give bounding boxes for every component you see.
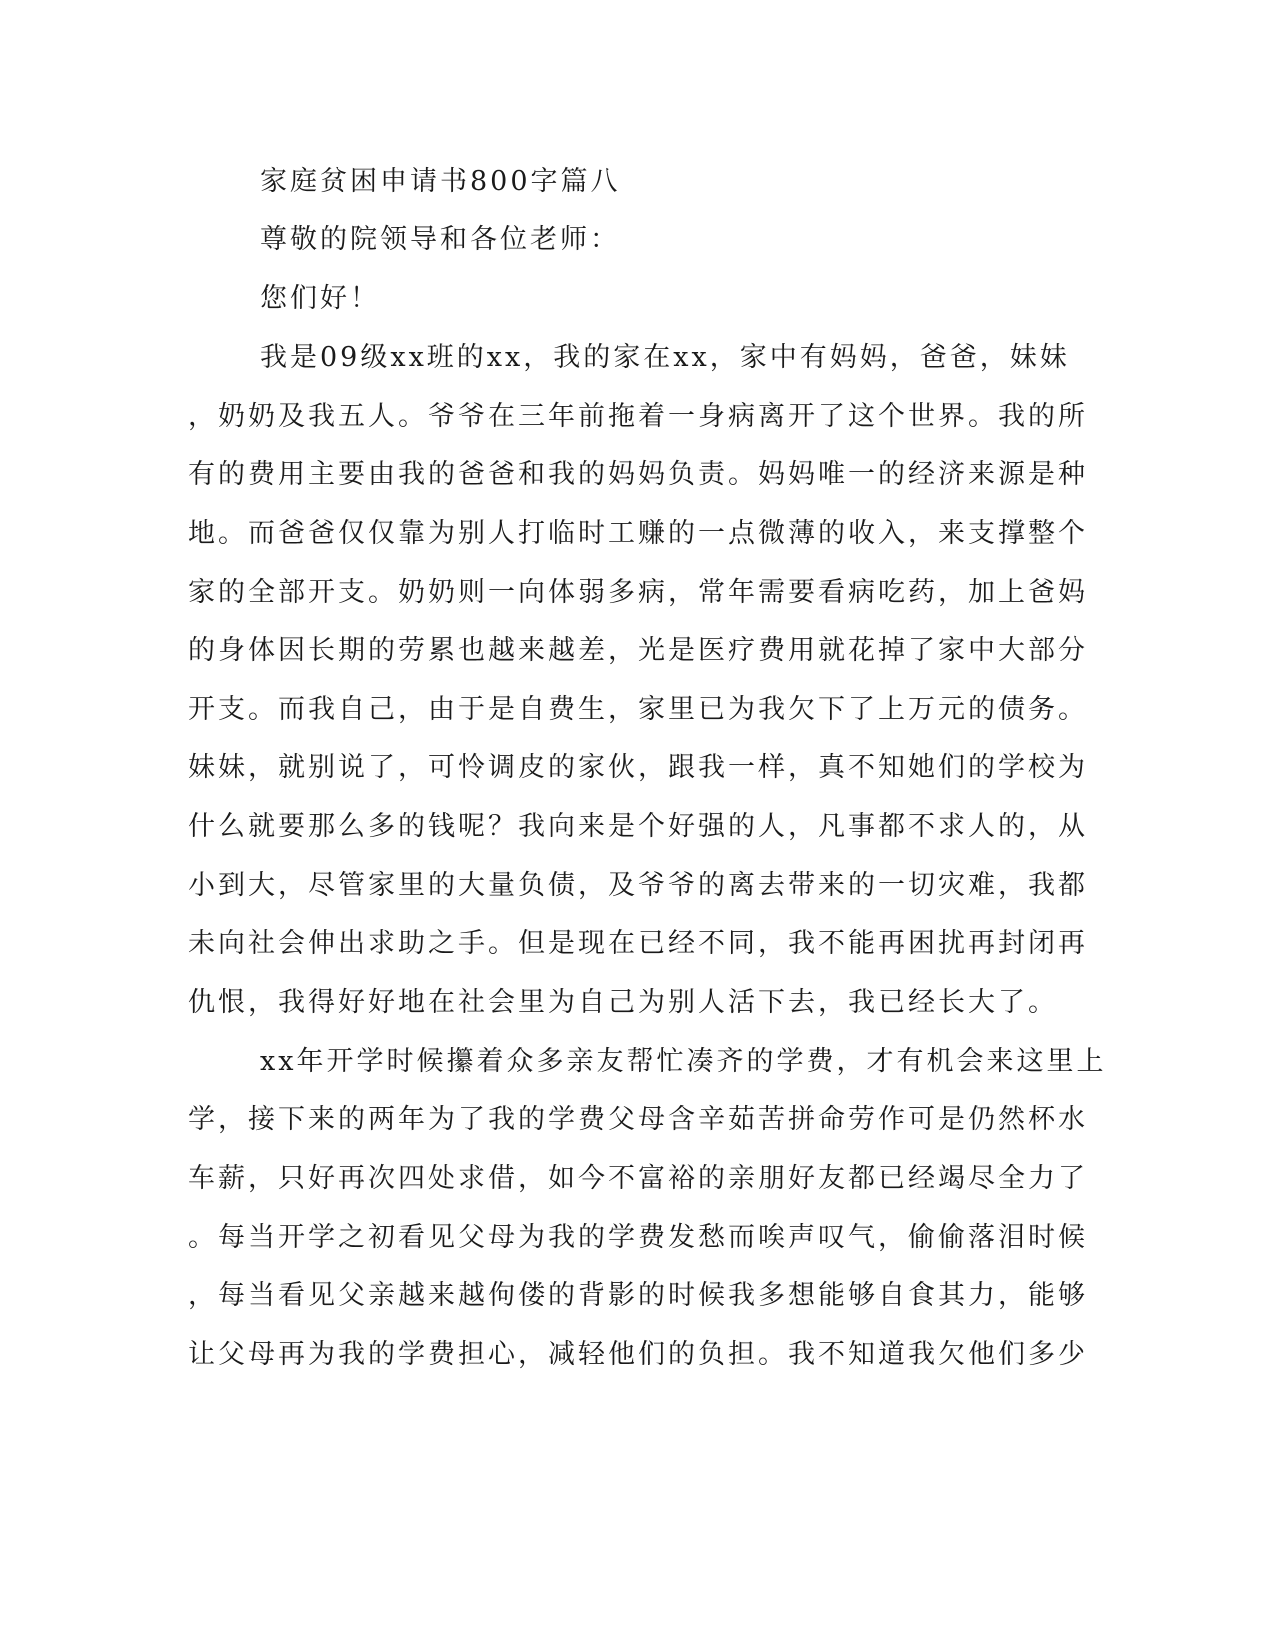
- paragraph-line: ，奶奶及我五人。爷爷在三年前拖着一身病离开了这个世界。我的所: [188, 401, 1088, 432]
- paragraph-line: 小到大，尽管家里的大量负债，及爷爷的离去带来的一切灾难，我都: [188, 870, 1088, 901]
- paragraph-line: 的身体因长期的劳累也越来越差，光是医疗费用就花掉了家中大部分: [188, 635, 1088, 666]
- document-title: 家庭贫困申请书800字篇八: [260, 166, 621, 197]
- paragraph-line: 家的全部开支。奶奶则一向体弱多病，常年需要看病吃药，加上爸妈: [188, 577, 1088, 608]
- paragraph-line: 车薪，只好再次四处求借，如今不富裕的亲朋好友都已经竭尽全力了: [188, 1163, 1088, 1194]
- paragraph-line: xx年开学时候攥着众多亲友帮忙凑齐的学费，才有机会来这里上: [260, 1046, 1107, 1077]
- paragraph-line: ，每当看见父亲越来越佝偻的背影的时候我多想能够自食其力，能够: [188, 1280, 1088, 1311]
- paragraph-line: 有的费用主要由我的爸爸和我的妈妈负责。妈妈唯一的经济来源是种: [188, 459, 1088, 490]
- paragraph-line: 我是09级xx班的xx，我的家在xx，家中有妈妈，爸爸，妹妹: [260, 342, 1070, 373]
- paragraph-line: 开支。而我自己，由于是自费生，家里已为我欠下了上万元的债务。: [188, 694, 1088, 725]
- paragraph-line: 让父母再为我的学费担心，减轻他们的负担。我不知道我欠他们多少: [188, 1339, 1088, 1370]
- paragraph-line: 学，接下来的两年为了我的学费父母含辛茹苦拼命劳作可是仍然杯水: [188, 1104, 1088, 1135]
- paragraph-line: 妹妹，就别说了，可怜调皮的家伙，跟我一样，真不知她们的学校为: [188, 752, 1088, 783]
- paragraph-line: 什么就要那么多的钱呢？我向来是个好强的人，凡事都不求人的，从: [188, 811, 1088, 842]
- paragraph-line: 。每当开学之初看见父母为我的学费发愁而唉声叹气，偷偷落泪时候: [188, 1222, 1088, 1253]
- paragraph-line: 仇恨，我得好好地在社会里为自己为别人活下去，我已经长大了。: [188, 987, 1058, 1018]
- salutation: 尊敬的院领导和各位老师：: [260, 224, 620, 255]
- paragraph-line: 地。而爸爸仅仅靠为别人打临时工赚的一点微薄的收入，来支撑整个: [188, 518, 1088, 549]
- greeting: 您们好！: [260, 283, 380, 314]
- paragraph-line: 未向社会伸出求助之手。但是现在已经不同，我不能再困扰再封闭再: [188, 928, 1088, 959]
